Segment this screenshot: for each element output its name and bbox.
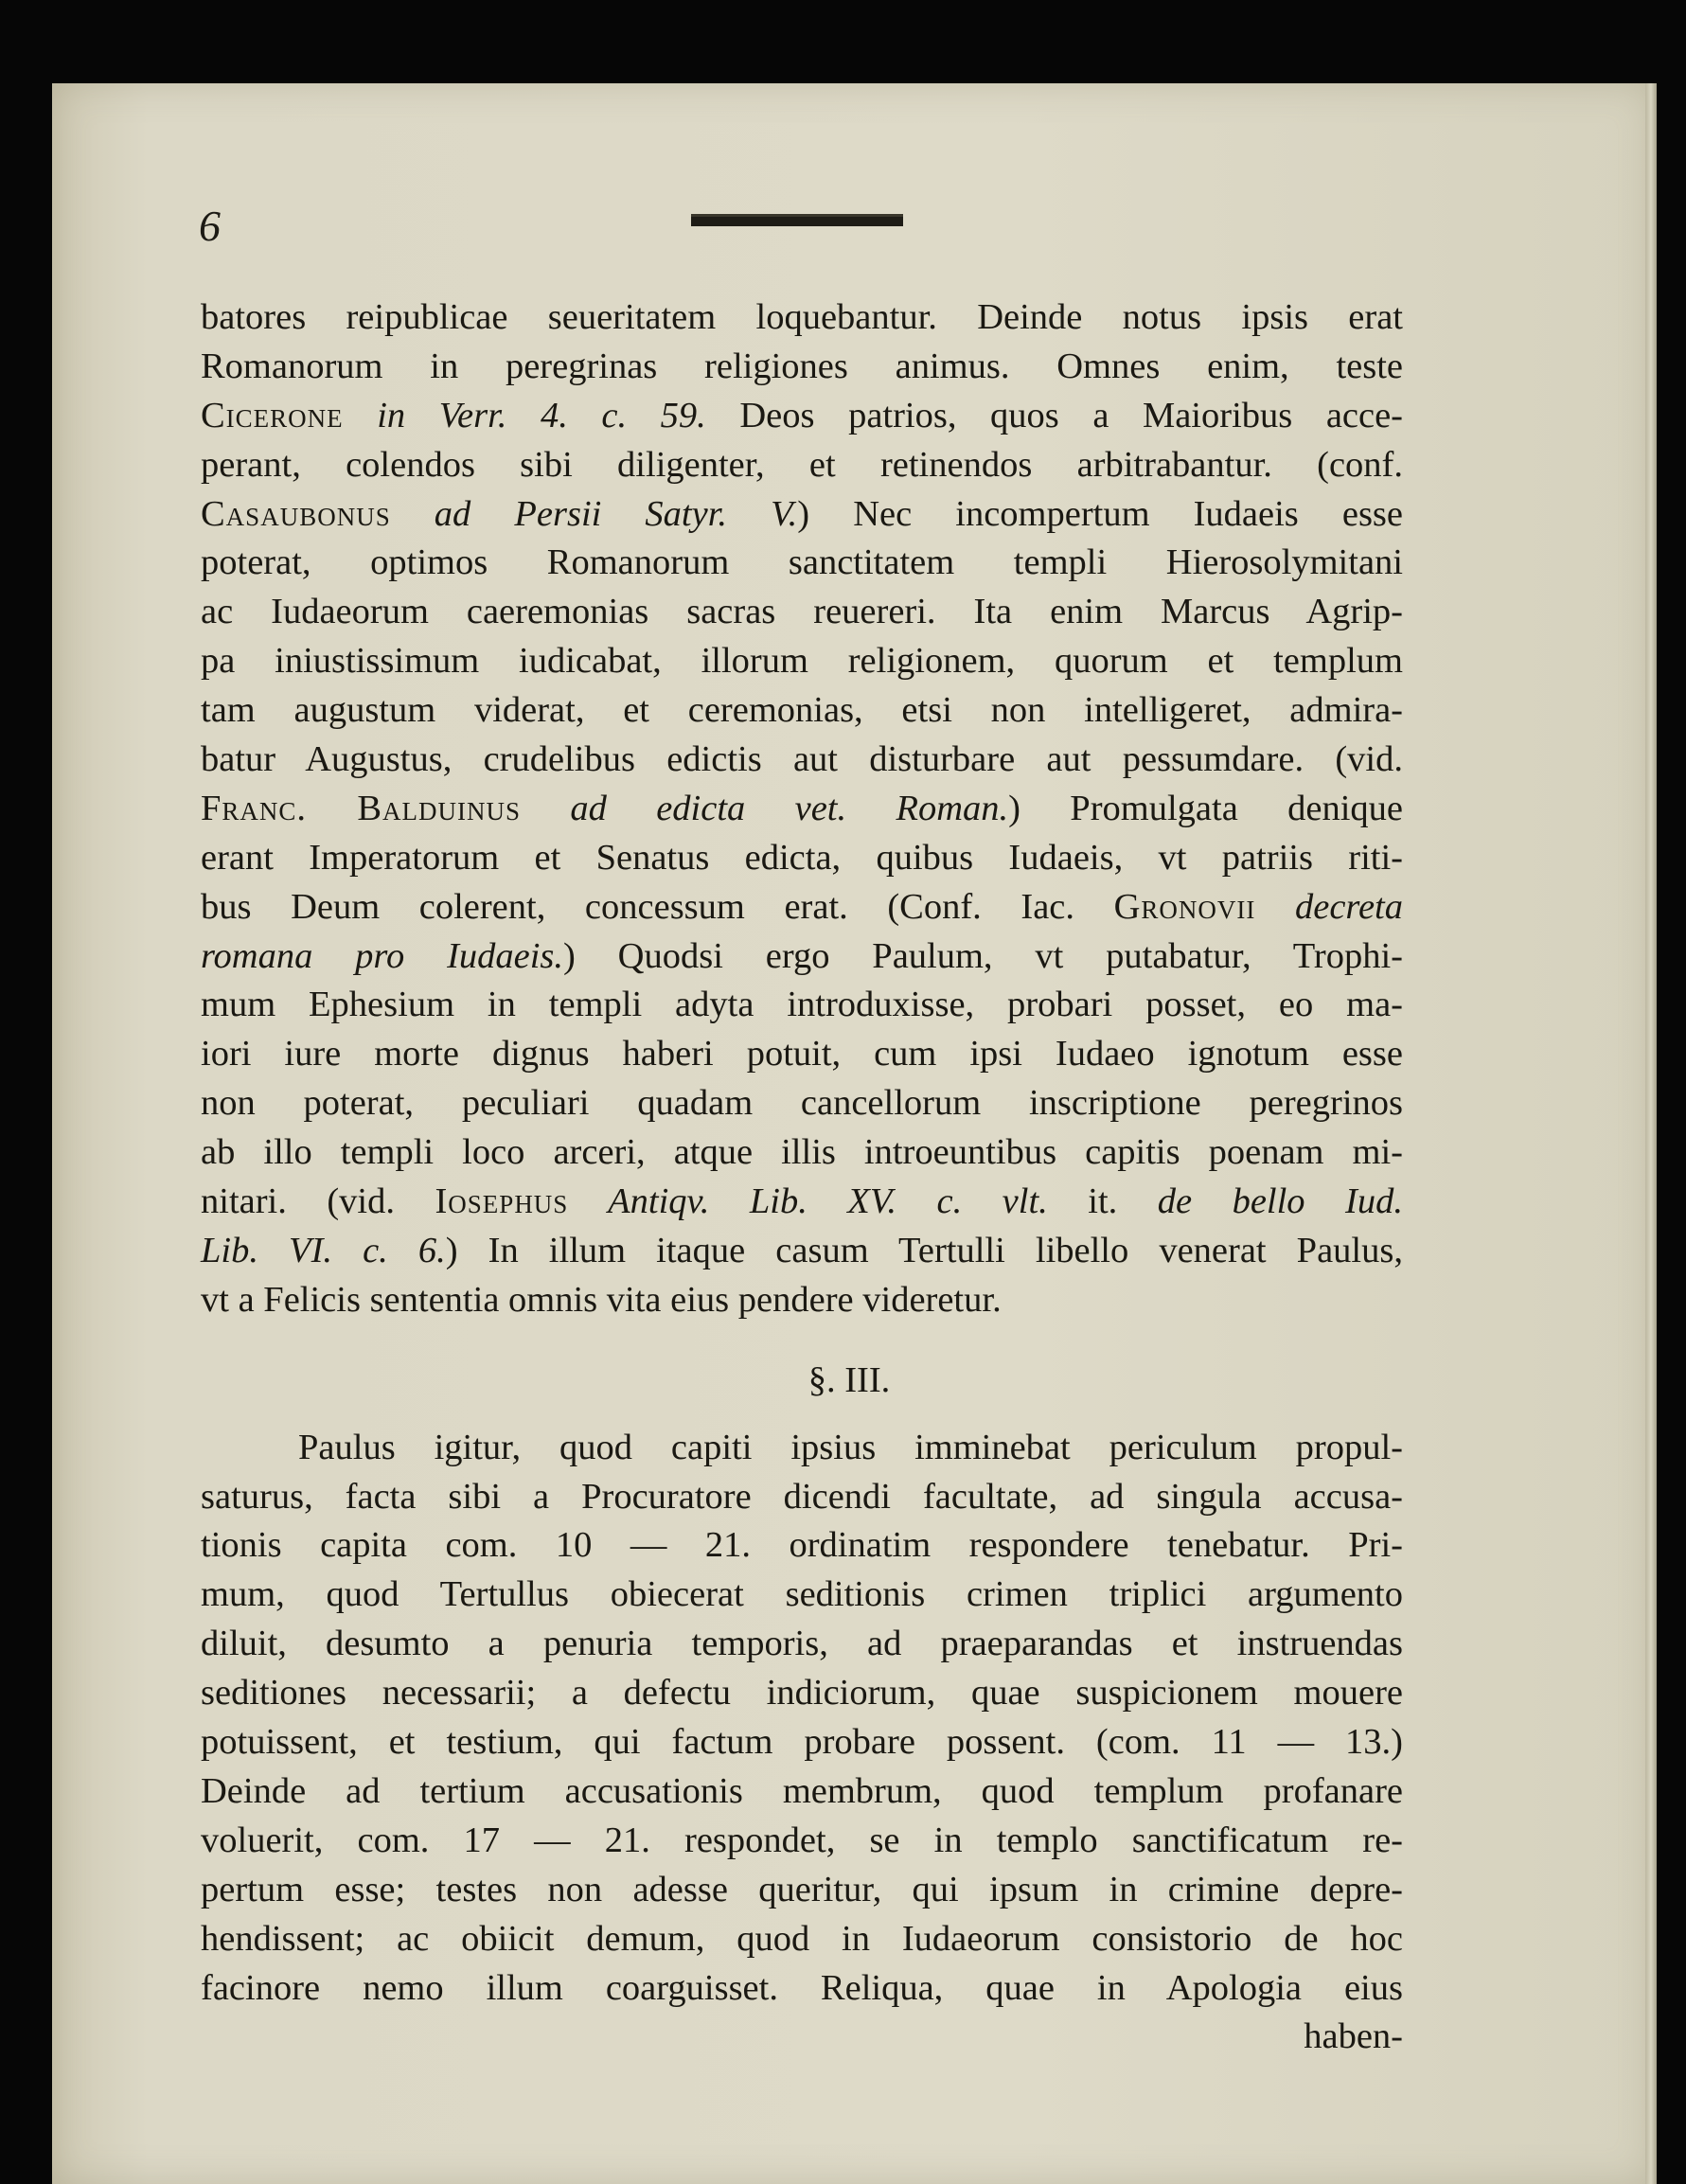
citation: ad Persii Satyr. V. [390,493,798,534]
citation: de bello Iud. [1117,1181,1403,1222]
text-line: vt a Felicis sententia omnis vita eius pendere videretur. [201,1279,1002,1320]
text-line: saturus, facta sibi a Procuratore dicendi facultate, ad singula accusa- [201,1476,1403,1517]
text-line [201,490,1403,540]
text-line: non poterat, peculiari quadam cancellorum inscriptione peregrinos [201,1083,1403,1124]
author-name: Casaubonus [201,493,391,534]
text-span: ) Quodsi ergo Paulum, vt putabatur, Trophi- [563,935,1403,976]
text-line [201,932,1403,982]
text-line: mum Ephesium in templi adyta introduxisse, probari posset, eo ma- [201,985,1403,1025]
text-line: diluit, desumto a penuria temporis, ad praeparandas et instruendas [201,1624,1403,1664]
citation: in Verr. 4. c. 59. [343,395,706,435]
text-line [201,392,1403,441]
citation: romana pro Iudaeis. [201,935,564,976]
text-line: facinore nemo illum coarguisset. Reliqua, quae in Apologia eius [201,1967,1403,2008]
page-number: 6 [199,202,221,250]
text-line: ab illo templi loco arceri, atque illis introeuntibus capitis poenam mi- [201,1132,1403,1173]
text-line: iori iure morte dignus haberi potuit, cum ipsi Iudaeo ignotum esse [201,1034,1403,1074]
page-edge [1645,83,1657,2184]
text-line [201,1227,1403,1276]
text-span: ) Nec incompertum Iudaeis esse [797,493,1403,534]
text-line: mum, quod Tertullus obiecerat seditionis crimen triplici argumento [201,1574,1403,1615]
text-line: Paulus igitur, quod capiti ipsius imminebat periculum propul- [298,1427,1403,1467]
text-line: ac Iudaeorum caeremonias sacras reuereri. Ita enim Marcus Agrip- [201,592,1403,632]
text-line: seditiones necessarii; a defectu indiciorum, quae suspicionem mouere [201,1673,1403,1713]
header-ornament-rule [691,214,903,226]
citation: Antiqv. Lib. XV. c. vlt. [568,1181,1048,1222]
main-text [201,293,1403,2062]
author-name: Iosephus [435,1181,569,1222]
text-line [201,1178,1403,1227]
text-line: potuissent, et testium, qui factum probare possent. (com. 11 — 13.) [201,1722,1403,1763]
text-span: nitari. (vid. [201,1181,435,1222]
section-heading: §. III. [808,1359,891,1400]
text-line: pa iniustissimum iudicabat, illorum religionem, quorum et templum [201,641,1403,682]
author-name: Franc. Balduinus [201,788,522,828]
running-header [199,201,1411,257]
text-span: bus Deum colerent, concessum erat. (Conf. Iac. [201,886,1114,927]
citation: decreta [1255,886,1403,927]
author-name: Gronovii [1113,886,1256,927]
text-span: it. [1047,1181,1118,1222]
text-line: perant, colendos sibi diligenter, et retinendos arbitrabantur. (conf. [201,444,1403,485]
text-span: Deos patrios, quos a Maioribus acce- [705,395,1403,435]
text-line: batur Augustus, crudelibus edictis aut disturbare aut pessumdare. (vid. [201,739,1403,780]
text-line: hendissent; ac obiicit demum, quod in Iudaeorum consistorio de hoc [201,1918,1403,1959]
text-line: batores reipublicae seueritatem loquebantur. Deinde notus ipsis erat [201,297,1403,337]
text-line: tam augustum viderat, et ceremonias, etsi non intelligeret, admira- [201,690,1403,731]
text-line: Romanorum in peregrinas religiones animus. Omnes enim, teste [201,346,1403,386]
text-line: pertum esse; testes non adesse queritur, qui ipsum in crimine depre- [201,1869,1403,1909]
text-line [201,883,1403,932]
text-line: Deinde ad tertium accusationis membrum, quod templum profanare [201,1770,1403,1811]
text-span: ) In illum itaque casum Tertulli libello venerat Paulus, [445,1230,1403,1270]
citation: ad edicta vet. Roman. [521,788,1009,828]
text-line: tionis capita com. 10 — 21. ordinatim respondere tenebatur. Pri- [201,1525,1403,1566]
text-line: poterat, optimos Romanorum sanctitatem templi Hierosolymitani [201,542,1403,583]
catchword: haben- [1304,2016,1403,2057]
text-span: ) Promulgata denique [1008,788,1403,828]
citation: Lib. VI. c. 6. [201,1230,446,1270]
author-name: Cicerone [201,395,344,435]
text-line [201,785,1403,834]
text-line: voluerit, com. 17 — 21. respondet, se in templo sanctificatum re- [201,1820,1403,1860]
text-line: erant Imperatorum et Senatus edicta, quibus Iudaeis, vt patriis riti- [201,837,1403,878]
